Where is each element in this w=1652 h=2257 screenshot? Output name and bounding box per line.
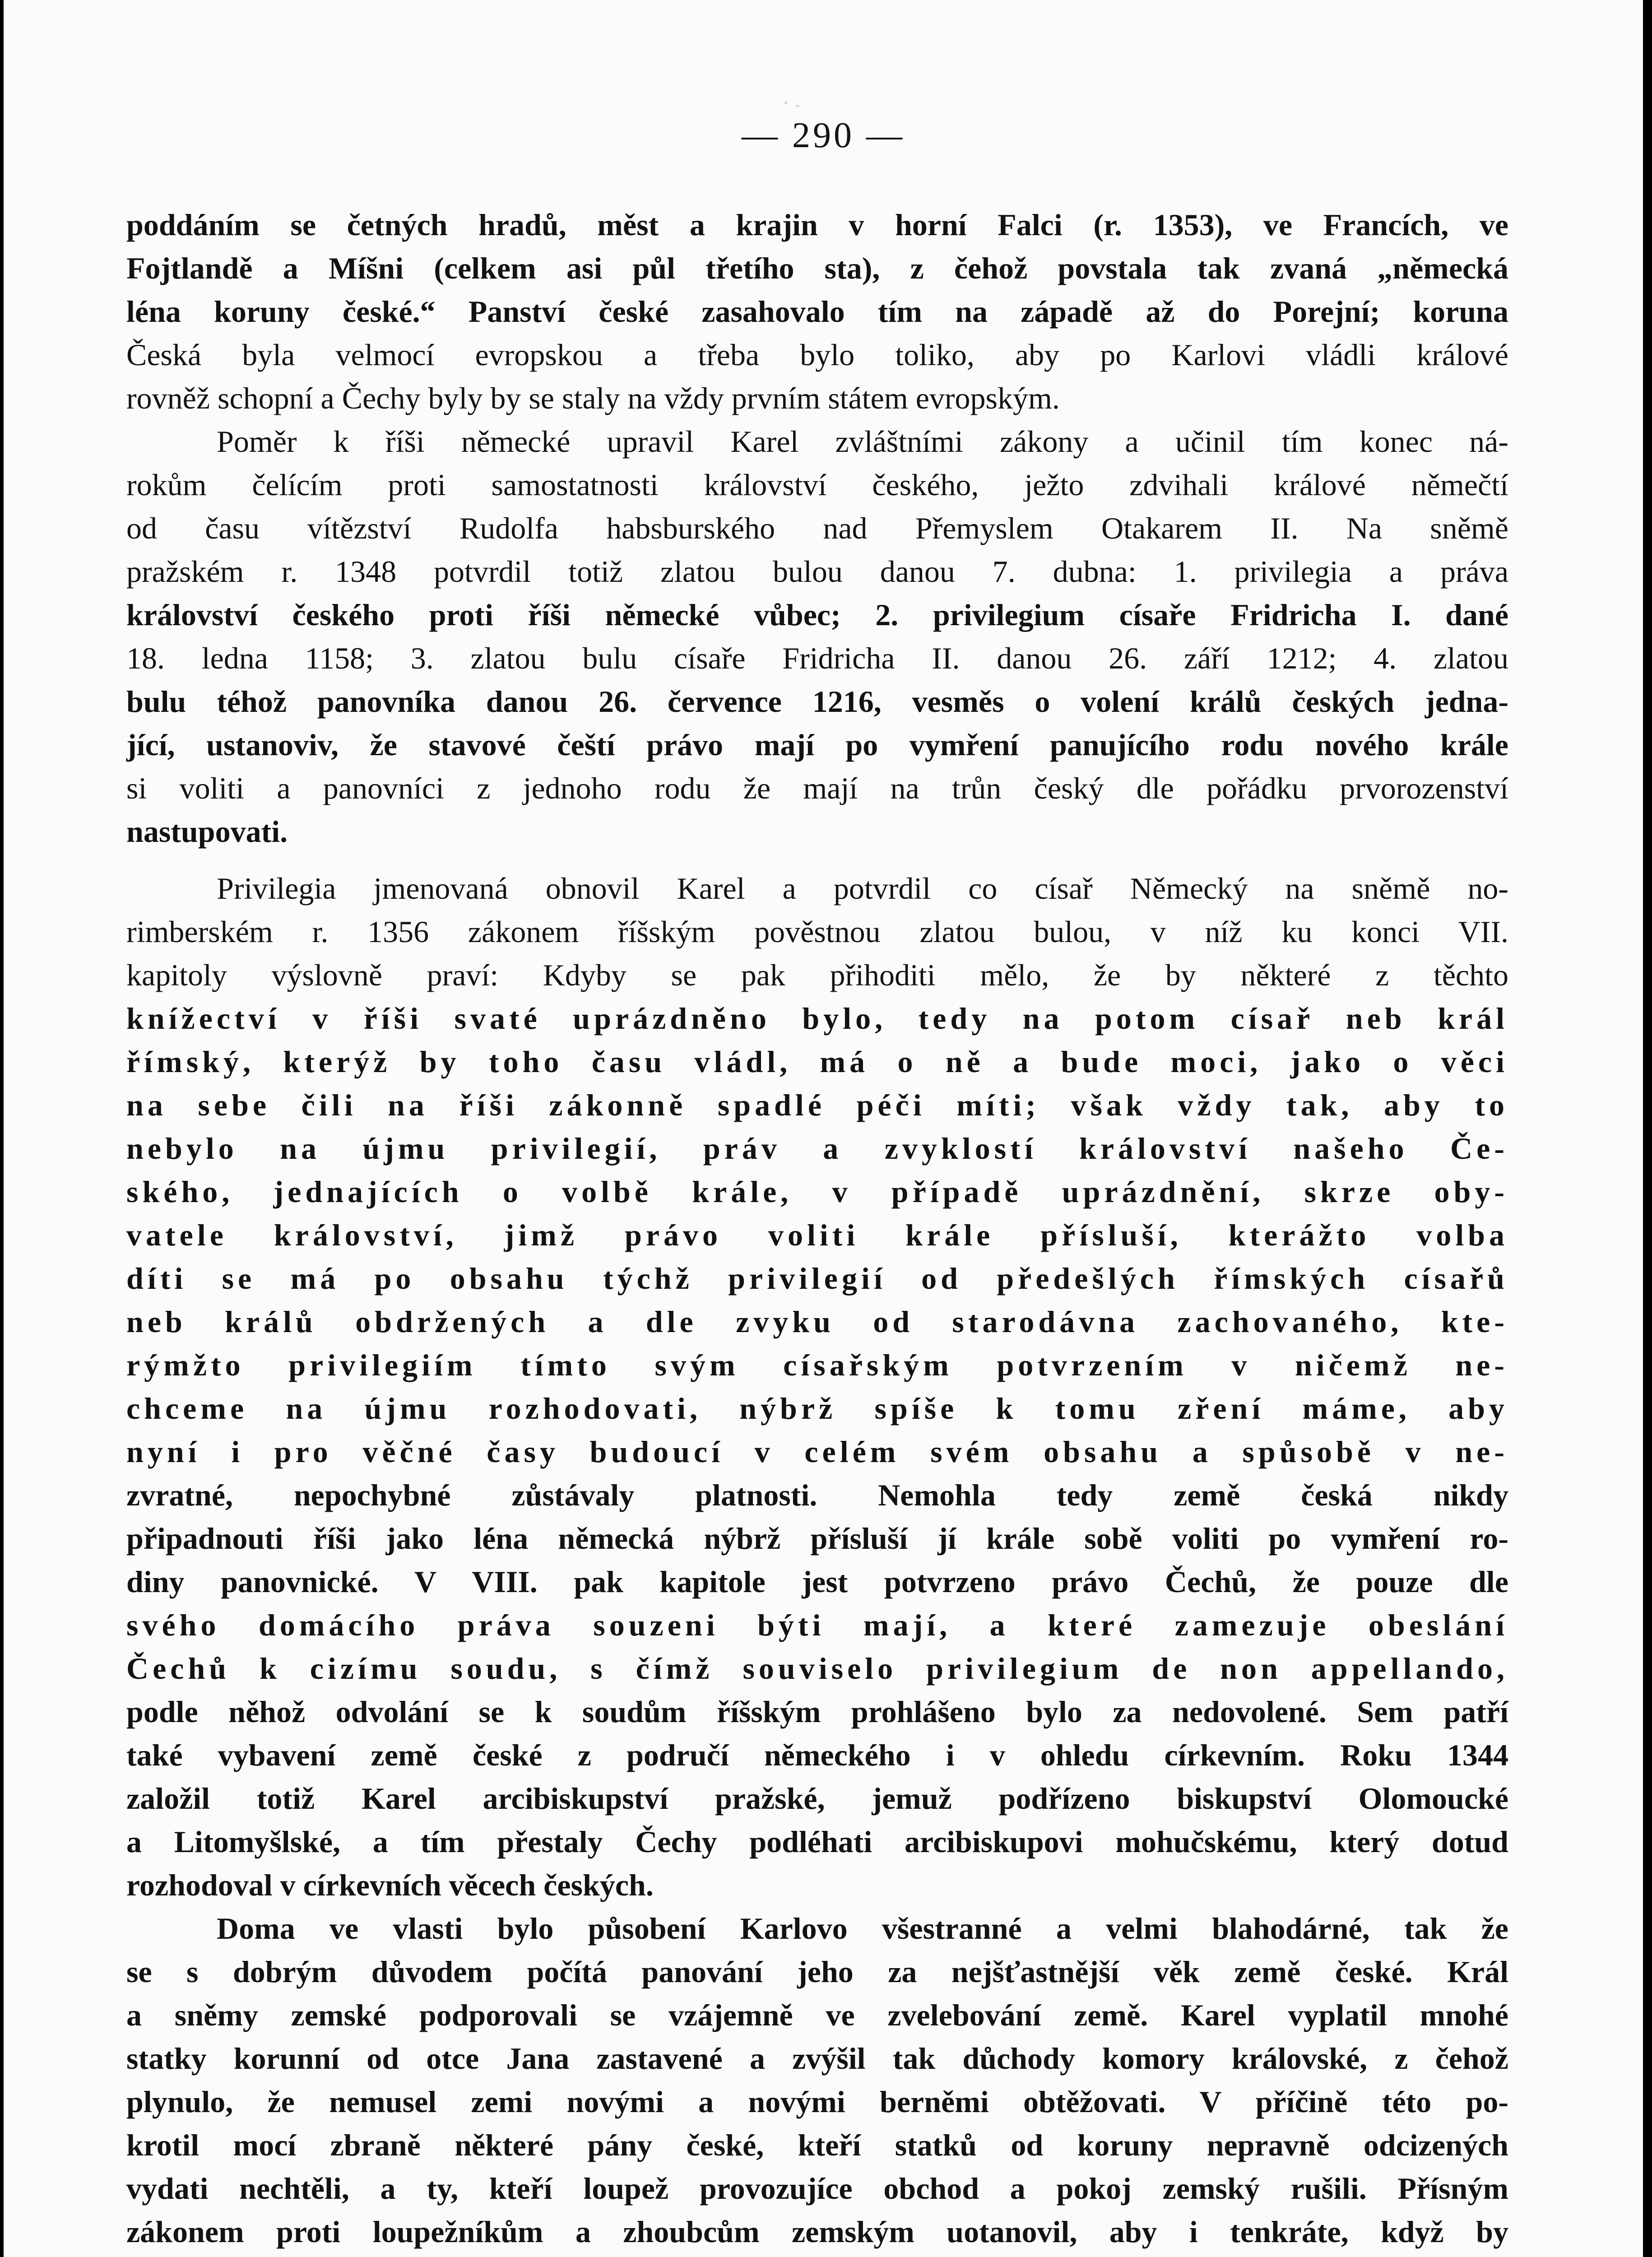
text-line: nebylo na újmu privilegií, práv a zvyklostí království našeho Če- xyxy=(126,1131,1508,1166)
text-line: knížectví v říši svaté uprázdněno bylo, tedy na potom císař neb král xyxy=(126,1001,1508,1036)
text-line: léna koruny české.“ Panství české zasahovalo tím na západě až do Porejní; koruna xyxy=(126,294,1508,329)
paragraph-2 xyxy=(126,420,1508,853)
text-line: Česká byla velmocí evropskou a třeba bylo toliko, aby po Karlovi vládli králové xyxy=(126,338,1508,372)
body-text xyxy=(126,203,1508,2257)
print-speck xyxy=(784,102,787,104)
text-line: chceme na újmu rozhodovati, nýbrž spíše k tomu zření máme, aby xyxy=(126,1391,1508,1426)
text-line: Privilegia jmenovaná obnovil Karel a potvrdil co císař Německý na sněmě no- xyxy=(217,871,1508,906)
text-line xyxy=(126,2253,1508,2257)
text-line: Poměr k říši německé upravil Karel zvláštními zákony a učinil tím konec ná- xyxy=(217,424,1508,459)
text-line: 18. ledna 1158; 3. zlatou bulu císaře Fridricha II. danou 26. září 1212; 4. zlatou xyxy=(126,641,1508,675)
print-speck xyxy=(796,105,799,107)
text-line: rokům čelícím proti samostatnosti království českého, ježto zdvihali králové němečtí xyxy=(126,468,1508,502)
text-line: pražském r. 1348 potvrdil totiž zlatou bulou danou 7. dubna: 1. privilegia a práva xyxy=(126,554,1508,589)
text-line: také vybavení země české z područí německého i v ohledu církevním. Roku 1344 xyxy=(126,1738,1508,1772)
text-line: ského, jednajících o volbě krále, v případě uprázdnění, skrze oby- xyxy=(126,1175,1508,1209)
text-line: krotil mocí zbraně některé pány české, kteří statků od koruny nepravně odcizených xyxy=(126,2128,1508,2162)
text-line: založil totiž Karel arcibiskupství pražské, jemuž podřízeno biskupství Olomoucké xyxy=(126,1781,1508,1816)
text-line: rozhodoval v církevních věcech českých. xyxy=(126,1868,654,1902)
text-line: plynulo, že nemusel zemi novými a novými berněmi obtěžovati. V příčině této po- xyxy=(126,2085,1508,2119)
text-line: římský, kterýž by toho času vládl, má o ně a bude moci, jako o věci xyxy=(126,1045,1508,1079)
text-line: si voliti a panovníci z jednoho rodu že mají na trůn český dle pořádku prvorozenství xyxy=(126,771,1508,805)
text-line: Čechů k cizímu soudu, s čímž souviselo privilegium de non appellando, xyxy=(126,1651,1508,1686)
paragraph-4 xyxy=(126,1907,1508,2257)
text-line: Doma ve vlasti bylo působení Karlovo všestranné a velmi blahodárné, tak že xyxy=(217,1911,1508,1946)
book-page xyxy=(4,0,1643,2257)
text-line: poddáním se četných hradů, měst a krajin v horní Falci (r. 1353), ve Francích, ve xyxy=(126,208,1508,242)
text-line: nyní i pro věčné časy budoucí v celém svém obsahu a spůsobě v ne- xyxy=(126,1435,1508,1469)
text-line: království českého proti říši německé vůbec; 2. privilegium císaře Fridricha I. dané xyxy=(126,598,1508,632)
text-line: připadnouti říši jako léna německá nýbrž přísluší jí krále sobě voliti po vymření ro- xyxy=(126,1521,1508,1556)
text-line: a sněmy zemské podporovali se vzájemně ve zvelebování země. Karel vyplatil mnohé xyxy=(126,1998,1508,2032)
text-line: na sebe čili na říši zákonně spadlé péči míti; však vždy tak, aby to xyxy=(126,1088,1508,1122)
text-line: Fojtlandě a Míšni (celkem asi půl třetího sta), z čehož povstala tak zvaná „německá xyxy=(126,251,1508,285)
text-line: podle něhož odvolání se k soudům říšským prohlášeno bylo za nedovolené. Sem patří xyxy=(126,1695,1508,1729)
text-line: jící, ustanoviv, že stavové čeští právo mají po vymření panujícího rodu nového krále xyxy=(126,728,1508,762)
text-line: se s dobrým důvodem počítá panování jeho za nejšťastnější věk země české. Král xyxy=(126,1955,1508,1989)
text-line: zvratné, nepochybné zůstávaly platnosti. Nemohla tedy země česká nikdy xyxy=(126,1478,1508,1512)
text-line: diny panovnické. V VIII. pak kapitole jest potvrzeno právo Čechů, že pouze dle xyxy=(126,1565,1508,1599)
page-number: — 290 — xyxy=(742,116,905,155)
text-line: od času vítězství Rudolfa habsburského nad Přemyslem Otakarem II. Na sněmě xyxy=(126,511,1508,545)
text-line: zákonem proti loupežníkům a zhoubcům zemským uotanovil, aby i tenkráte, když by xyxy=(126,2215,1508,2249)
text-line: vydati nechtěli, a ty, kteří loupež provozujíce obchod a pokoj zemský rušili. Přísným xyxy=(126,2171,1508,2206)
text-line: díti se má po obsahu týchž privilegií od předešlých římských císařů xyxy=(126,1261,1508,1296)
paragraph-1 xyxy=(126,203,1508,420)
text-line: vatele království, jimž právo voliti krále přísluší, kterážto volba xyxy=(126,1218,1508,1252)
text-line: svého domácího práva souzeni býti mají, a které zamezuje obeslání xyxy=(126,1608,1508,1642)
text-line: statky korunní od otce Jana zastavené a zvýšil tak důchody komory královské, z čehož xyxy=(126,2041,1508,2076)
paragraph-gap xyxy=(126,853,1508,867)
text-line: rovněž schopní a Čechy byly by se staly na vždy prvním státem evropským. xyxy=(126,381,1060,415)
text-line: rimberském r. 1356 zákonem říšským pověstnou zlatou bulou, v níž ku konci VII. xyxy=(126,915,1508,949)
paragraph-3 xyxy=(126,867,1508,1907)
text-line: nastupovati. xyxy=(126,814,288,849)
text-line: bulu téhož panovníka danou 26. července 1216, vesměs o volení králů českých jedna- xyxy=(126,684,1508,719)
text-line: a Litomyšlské, a tím přestaly Čechy podléhati arcibiskupovi mohučskému, který dotud xyxy=(126,1825,1508,1859)
text-line: rýmžto privilegiím tímto svým císařským potvrzením v ničemž ne- xyxy=(126,1348,1508,1382)
text-line: neb králů obdržených a dle zvyku od starodávna zachovaného, kte- xyxy=(126,1305,1508,1339)
text-line: kapitoly výslovně praví: Kdyby se pak přihoditi mělo, že by některé z těchto xyxy=(126,958,1508,992)
